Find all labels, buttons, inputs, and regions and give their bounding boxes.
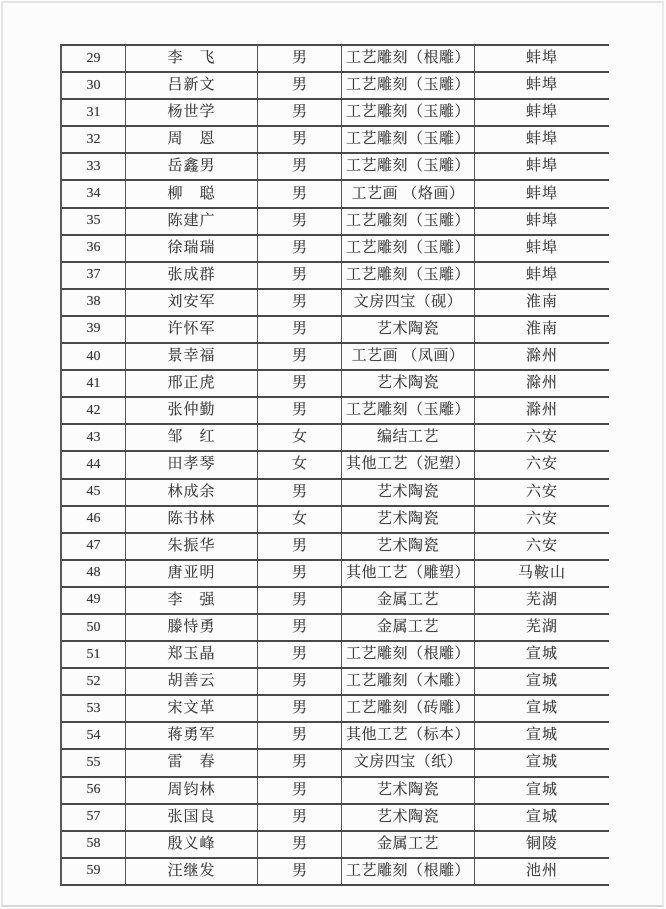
cell-serial-number: 53	[62, 696, 126, 721]
cell-person-name: 李 飞	[126, 46, 258, 71]
cell-gender: 男	[258, 750, 342, 775]
cell-gender: 男	[258, 778, 342, 803]
cell-craft-category: 工艺雕刻（玉雕）	[342, 209, 475, 234]
cell-person-name: 陈书林	[126, 507, 258, 532]
cell-gender: 男	[258, 832, 342, 857]
cell-serial-number: 54	[62, 723, 126, 748]
cell-serial-number: 41	[62, 371, 126, 396]
cell-city: 铜陵	[525, 835, 558, 852]
cell-person-name: 杨世学	[126, 100, 258, 125]
cell-gender: 男	[258, 534, 342, 559]
table-row	[62, 750, 609, 777]
cell-craft-category: 工艺雕刻（根雕）	[342, 859, 475, 884]
cell-city: 宣城	[525, 700, 558, 717]
cell-person-name: 邢正虎	[126, 371, 258, 396]
cell-gender: 男	[258, 398, 342, 423]
cell-city: 宣城	[525, 808, 558, 825]
cell-craft-category: 文房四宝（纸）	[342, 750, 475, 775]
cell-city: 宣城	[525, 646, 558, 663]
cell-craft-category: 文房四宝（砚）	[342, 290, 475, 315]
cell-gender: 男	[258, 588, 342, 613]
cell-gender: 男	[258, 100, 342, 125]
cell-person-name: 徐瑞瑞	[126, 236, 258, 261]
cell-serial-number: 29	[62, 46, 126, 71]
cell-city: 池州	[525, 862, 558, 879]
cell-person-name: 张国良	[126, 805, 258, 830]
cell-serial-number: 45	[62, 480, 126, 505]
cell-serial-number: 56	[62, 778, 126, 803]
cell-serial-number: 44	[62, 452, 126, 477]
table-row	[62, 805, 609, 832]
cell-city: 六安	[525, 483, 558, 500]
cell-gender: 男	[258, 669, 342, 694]
cell-person-name: 陈建广	[126, 209, 258, 234]
cell-city: 蚌埠	[525, 50, 558, 67]
cell-craft-category: 艺术陶瓷	[342, 534, 475, 559]
cell-person-name: 胡善云	[126, 669, 258, 694]
cell-gender: 男	[258, 263, 342, 288]
cell-city: 蚌埠	[525, 77, 558, 94]
cell-city: 芜湖	[525, 591, 558, 608]
cell-city: 宣城	[525, 727, 558, 744]
cell-serial-number: 43	[62, 425, 126, 450]
cell-gender: 男	[258, 615, 342, 640]
cell-serial-number: 33	[62, 154, 126, 179]
cell-gender: 男	[258, 805, 342, 830]
cell-craft-category: 工艺雕刻（玉雕）	[342, 73, 475, 98]
cell-serial-number: 49	[62, 588, 126, 613]
table-row	[62, 534, 609, 561]
cell-gender: 男	[258, 73, 342, 98]
cell-city: 滁州	[525, 375, 558, 392]
cell-gender: 男	[258, 723, 342, 748]
cell-serial-number: 34	[62, 181, 126, 206]
cell-craft-category: 艺术陶瓷	[342, 317, 475, 342]
cell-person-name: 张仲勤	[126, 398, 258, 423]
cell-serial-number: 58	[62, 832, 126, 857]
cell-person-name: 邹 红	[126, 425, 258, 450]
cell-serial-number: 57	[62, 805, 126, 830]
table-row	[62, 100, 609, 127]
cell-gender: 女	[258, 452, 342, 477]
cell-person-name: 景幸福	[126, 344, 258, 369]
cell-city: 蚌埠	[525, 158, 558, 175]
table-row	[62, 832, 609, 859]
table-row	[62, 209, 609, 236]
cell-person-name: 雷 春	[126, 750, 258, 775]
cell-serial-number: 30	[62, 73, 126, 98]
cell-person-name: 郑玉晶	[126, 642, 258, 667]
cell-gender: 男	[258, 154, 342, 179]
cell-craft-category: 工艺雕刻（玉雕）	[342, 236, 475, 261]
cell-serial-number: 35	[62, 209, 126, 234]
cell-person-name: 朱振华	[126, 534, 258, 559]
cell-gender: 男	[258, 696, 342, 721]
cell-craft-category: 工艺画 （凤画）	[342, 344, 475, 369]
cell-gender: 男	[258, 344, 342, 369]
table-row	[62, 154, 609, 181]
cell-craft-category: 工艺雕刻（砖雕）	[342, 696, 475, 721]
cell-person-name: 殷义峰	[126, 832, 258, 857]
table-row	[62, 696, 609, 723]
cell-city: 蚌埠	[525, 131, 558, 148]
cell-city: 宣城	[525, 781, 558, 798]
cell-city: 六安	[525, 510, 558, 527]
cell-person-name: 滕恃勇	[126, 615, 258, 640]
cell-city: 马鞍山	[517, 564, 566, 581]
cell-person-name: 蒋勇军	[126, 723, 258, 748]
cell-city: 芜湖	[525, 619, 558, 636]
table-row	[62, 371, 609, 398]
cell-craft-category: 艺术陶瓷	[342, 805, 475, 830]
cell-city: 蚌埠	[525, 239, 558, 256]
table-row	[62, 480, 609, 507]
cell-gender: 男	[258, 371, 342, 396]
cell-gender: 男	[258, 859, 342, 884]
cell-craft-category: 其他工艺（标本）	[342, 723, 475, 748]
cell-craft-category: 艺术陶瓷	[342, 371, 475, 396]
cell-craft-category: 工艺画 （烙画）	[342, 181, 475, 206]
cell-craft-category: 艺术陶瓷	[342, 507, 475, 532]
cell-person-name: 柳 聪	[126, 181, 258, 206]
table-row	[62, 317, 609, 344]
cell-craft-category: 工艺雕刻（玉雕）	[342, 154, 475, 179]
cell-serial-number: 39	[62, 317, 126, 342]
table-row	[62, 46, 609, 73]
cell-city: 蚌埠	[525, 185, 558, 202]
cell-serial-number: 37	[62, 263, 126, 288]
cell-craft-category: 工艺雕刻（玉雕）	[342, 127, 475, 152]
cell-craft-category: 工艺雕刻（玉雕）	[342, 100, 475, 125]
table-row	[62, 561, 609, 588]
table-row	[62, 452, 609, 479]
table-row	[62, 398, 609, 425]
cell-city: 淮南	[525, 320, 558, 337]
cell-craft-category: 其他工艺（雕塑）	[342, 561, 475, 586]
cell-craft-category: 其他工艺（泥塑）	[342, 452, 475, 477]
cell-serial-number: 55	[62, 750, 126, 775]
table-row	[62, 344, 609, 371]
cell-craft-category: 金属工艺	[342, 588, 475, 613]
cell-person-name: 周钧林	[126, 778, 258, 803]
table-row	[62, 263, 609, 290]
cell-craft-category: 艺术陶瓷	[342, 480, 475, 505]
cell-serial-number: 46	[62, 507, 126, 532]
cell-craft-category: 工艺雕刻（玉雕）	[342, 398, 475, 423]
cell-city: 蚌埠	[525, 266, 558, 283]
cell-craft-category: 艺术陶瓷	[342, 778, 475, 803]
cell-gender: 男	[258, 127, 342, 152]
cell-craft-category: 金属工艺	[342, 832, 475, 857]
cell-person-name: 汪继发	[126, 859, 258, 884]
craftsmen-table	[60, 44, 609, 886]
cell-gender: 男	[258, 46, 342, 71]
table-row	[62, 127, 609, 154]
table-row	[62, 290, 609, 317]
cell-craft-category: 工艺雕刻（根雕）	[342, 642, 475, 667]
cell-serial-number: 32	[62, 127, 126, 152]
cell-gender: 男	[258, 317, 342, 342]
cell-person-name: 李 强	[126, 588, 258, 613]
cell-person-name: 田孝琴	[126, 452, 258, 477]
cell-city: 六安	[525, 456, 558, 473]
cell-city: 六安	[525, 537, 558, 554]
table-row	[62, 507, 609, 534]
cell-person-name: 刘安军	[126, 290, 258, 315]
cell-city: 宣城	[525, 673, 558, 690]
cell-serial-number: 42	[62, 398, 126, 423]
table-row	[62, 425, 609, 452]
cell-craft-category: 工艺雕刻（根雕）	[342, 46, 475, 71]
cell-serial-number: 40	[62, 344, 126, 369]
cell-gender: 男	[258, 236, 342, 261]
cell-city: 宣城	[525, 754, 558, 771]
table-row	[62, 642, 609, 669]
cell-city: 滁州	[525, 402, 558, 419]
cell-gender: 男	[258, 561, 342, 586]
cell-person-name: 唐亚明	[126, 561, 258, 586]
cell-serial-number: 51	[62, 642, 126, 667]
cell-serial-number: 59	[62, 859, 126, 884]
cell-gender: 男	[258, 181, 342, 206]
cell-city: 蚌埠	[525, 212, 558, 229]
table-row	[62, 181, 609, 208]
cell-serial-number: 48	[62, 561, 126, 586]
cell-person-name: 吕新文	[126, 73, 258, 98]
cell-person-name: 周 恩	[126, 127, 258, 152]
cell-serial-number: 38	[62, 290, 126, 315]
table-row	[62, 588, 609, 615]
cell-craft-category: 金属工艺	[342, 615, 475, 640]
table-row	[62, 73, 609, 100]
cell-person-name: 许怀军	[126, 317, 258, 342]
cell-serial-number: 31	[62, 100, 126, 125]
cell-gender: 男	[258, 480, 342, 505]
table-row	[62, 859, 609, 886]
table-row	[62, 723, 609, 750]
cell-person-name: 张成群	[126, 263, 258, 288]
cell-craft-category: 工艺雕刻（玉雕）	[342, 263, 475, 288]
table-row	[62, 669, 609, 696]
cell-person-name: 宋文革	[126, 696, 258, 721]
cell-serial-number: 36	[62, 236, 126, 261]
cell-gender: 男	[258, 209, 342, 234]
cell-gender: 女	[258, 425, 342, 450]
cell-city: 六安	[525, 429, 558, 446]
cell-city: 蚌埠	[525, 104, 558, 121]
table-row	[62, 236, 609, 263]
table-row	[62, 615, 609, 642]
cell-person-name: 林成余	[126, 480, 258, 505]
cell-gender: 男	[258, 642, 342, 667]
cell-serial-number: 52	[62, 669, 126, 694]
cell-person-name: 岳鑫男	[126, 154, 258, 179]
cell-city: 滁州	[525, 348, 558, 365]
table-row	[62, 778, 609, 805]
cell-gender: 男	[258, 290, 342, 315]
cell-craft-category: 工艺雕刻（木雕）	[342, 669, 475, 694]
cell-gender: 女	[258, 507, 342, 532]
cell-serial-number: 50	[62, 615, 126, 640]
cell-city: 淮南	[525, 293, 558, 310]
cell-craft-category: 编结工艺	[342, 425, 475, 450]
cell-serial-number: 47	[62, 534, 126, 559]
